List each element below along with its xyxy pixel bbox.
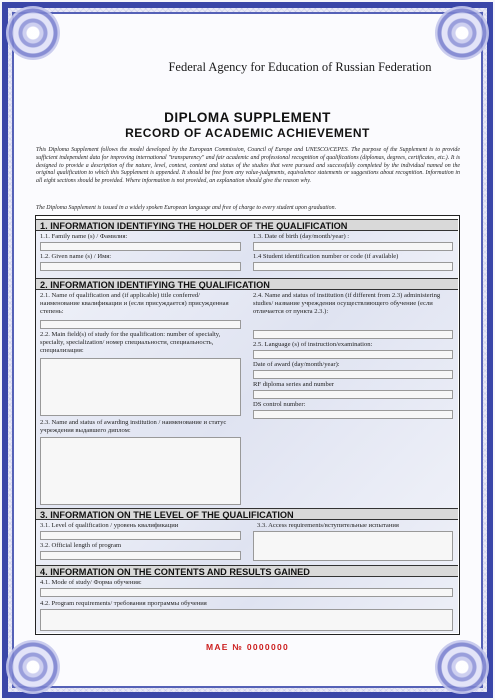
field-of-study-label: 2.2. Main field(s) of study for the qualification: number of specialty, specialty, specialization/ номер специальности, специальность, специализация: [40, 331, 221, 355]
section-2-heading: 2. INFORMATION IDENTIFYING THE QUALIFICATION [36, 278, 458, 290]
section-4-body [36, 577, 458, 633]
serial-number: МАЕ № 0000000 [205, 642, 290, 652]
rosette-ornament-icon [6, 6, 60, 60]
program-length-field[interactable] [40, 551, 241, 560]
level-of-qualification-label: 3.1. Level of qualification / уровень квалификации [40, 522, 179, 529]
ds-control-number-field[interactable] [253, 410, 453, 419]
language-field[interactable] [253, 350, 453, 359]
family-name-label: 1.1. Family name (s) / Фамилия: [40, 233, 128, 240]
date-of-award-label: Date of award (day/month/year): [253, 361, 340, 368]
given-name-field[interactable] [40, 262, 241, 271]
issuing-agency: Federal Agency for Education of Russian Federation [168, 60, 432, 74]
section-3-heading: 3. INFORMATION ON THE LEVEL OF THE QUALIFICATION [36, 508, 458, 520]
qualification-name-field[interactable] [40, 320, 241, 329]
mode-of-study-field[interactable] [40, 588, 453, 597]
issued-note: The Diploma Supplement is issued in a widely spoken European language and free of charge to every student upon graduation. [36, 205, 337, 211]
program-requirements-label: 4.2. Program requirements/ требования программы обучения [40, 600, 207, 607]
rf-diploma-series-field[interactable] [253, 390, 453, 399]
student-id-field[interactable] [253, 262, 453, 271]
family-name-field[interactable] [40, 242, 241, 251]
section-4-heading: 4. INFORMATION ON THE CONTENTS AND RESULTS GAINED [36, 565, 458, 577]
section-3-body [36, 520, 458, 566]
date-of-birth-label: 1.3. Date of birth (day/month/year) : [253, 233, 350, 240]
access-requirements-field[interactable] [253, 531, 453, 561]
date-of-birth-field[interactable] [253, 242, 453, 251]
document-title: DIPLOMA SUPPLEMENT [164, 110, 331, 125]
program-requirements-field[interactable] [40, 609, 453, 631]
supplement-form [35, 215, 460, 635]
administering-institution-label: 2.4. Name and status of institution (if different from 2.3) administering studies/ название учреждения осуществляющего обучение (если отличается от пункта 2.3.): [253, 292, 441, 316]
section-2-body [36, 290, 458, 509]
section-1-heading: 1. INFORMATION IDENTIFYING THE HOLDER OF THE QUALIFICATION [36, 219, 458, 231]
rosette-ornament-icon [435, 6, 489, 60]
language-label: 2.5. Language (s) of instruction/examination: [253, 341, 373, 348]
document-subtitle: RECORD OF ACADEMIC ACHIEVEMENT [125, 126, 370, 140]
awarding-institution-field[interactable] [40, 437, 241, 505]
administering-institution-field[interactable] [253, 330, 453, 339]
level-of-qualification-field[interactable] [40, 531, 241, 540]
ds-control-number-label: DS control number: [253, 401, 306, 408]
access-requirements-label: 3.3. Access requirements/вступительные испытания [257, 522, 399, 529]
rf-diploma-series-label: RF diploma series and number [253, 381, 334, 388]
intro-paragraph: This Diploma Supplement follows the model developed by the European Commission, Council of Europe and UNESCO/CEPES. The purpose of the Supplement is to provide sufficient independent data for improving international "transparency" and fair academic and professional recognition of qualifications (diplomas, degrees, certificates, etc.). It is designed to provide a description of the nature, level, context, content and status of the studies that were pursued and successfully completed by the individual named on the original qualification to which this Supplement is appended. It should be free from any value-judgments, equivalence statements or suggestions about recognition. Information in all eight sections should be provided. Where information is not provided, an explanation should give the reason why. [36, 147, 460, 185]
mode-of-study-label: 4.1. Mode of study/ Форма обучения: [40, 579, 142, 586]
student-id-label: 1.4 Student identification number or code (if available) [253, 253, 399, 260]
qualification-name-label: 2.1. Name of qualification and (if applicable) title conferred/ наименование квалификации и (если присуждается) присужденная степень: [40, 292, 229, 316]
awarding-institution-label: 2.3. Name and status of awarding institution / наименование и статус учреждения выдавшего диплом: [40, 419, 227, 435]
field-of-study-field[interactable] [40, 358, 241, 416]
date-of-award-field[interactable] [253, 370, 453, 379]
program-length-label: 3.2. Official length of program [40, 542, 122, 549]
section-1-body [36, 231, 458, 283]
given-name-label: 1.2. Given name (s) / Имя: [40, 253, 112, 260]
